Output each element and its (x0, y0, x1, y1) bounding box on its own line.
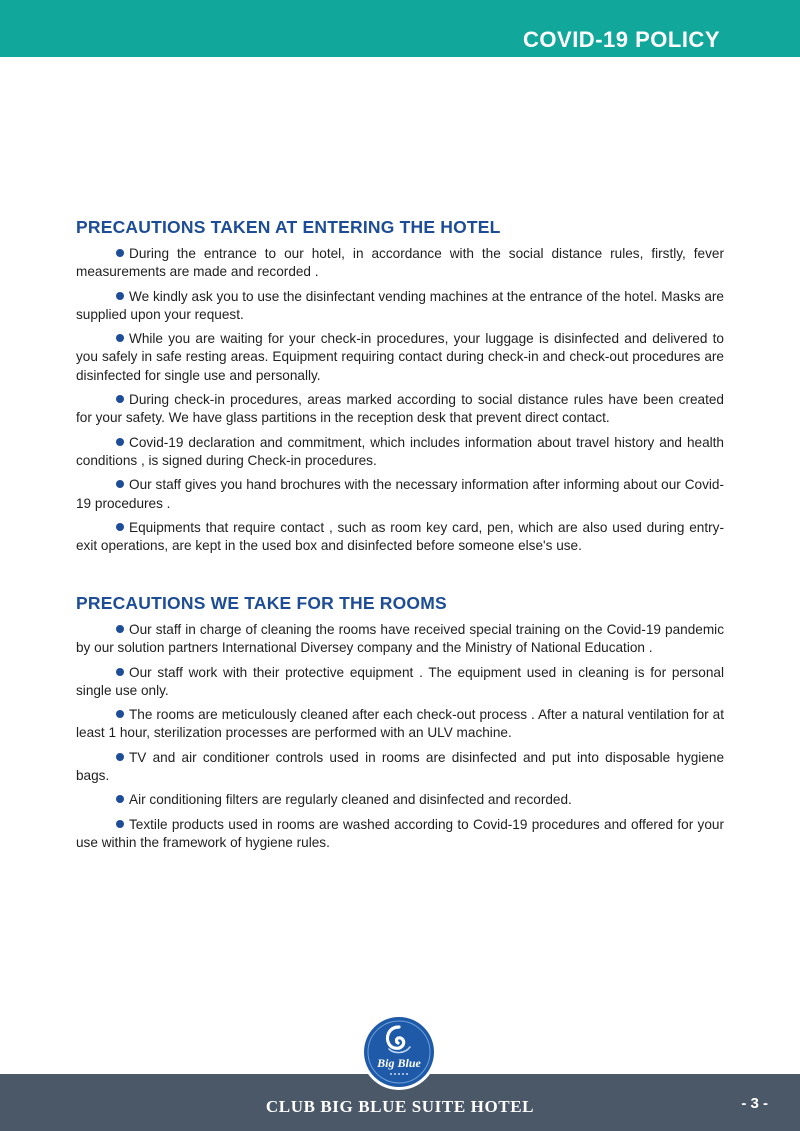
bullet-icon (116, 249, 124, 257)
list-item: Air conditioning filters are regularly cleaned and disinfected and recorded. (76, 791, 724, 809)
list-item: Our staff in charge of cleaning the rooms have received special training on the Covid-19 pandemic by our solution partners International Diversey company and the Ministry of National Education . (76, 622, 724, 656)
list-item: During check-in procedures, areas marked according to social distance rules have been created for your safety. We have glass partitions in the reception desk that prevent direct contact. (76, 392, 724, 426)
list-item: We kindly ask you to use the disinfectant vending machines at the entrance of the hotel. Masks are supplied upon your request. (76, 288, 724, 322)
list-item: Covid-19 declaration and commitment, which includes information about travel history and health conditions , is signed during Check-in procedures. (76, 434, 724, 468)
bullet-icon (116, 668, 124, 676)
bullet-icon (116, 334, 124, 342)
bullet-icon (116, 753, 124, 761)
bullet-icon (116, 438, 124, 446)
list-item: Our staff gives you hand brochures with the necessary information after informing about our Covid-19 procedures . (76, 477, 724, 511)
bullet-icon (116, 480, 124, 488)
section-heading: PRECAUTIONS TAKEN AT ENTERING THE HOTEL (76, 217, 501, 237)
bullet-icon (116, 820, 124, 828)
list-item: Our staff work with their protective equipment . The equipment used in cleaning is for personal single use only. (76, 664, 724, 698)
logo-text: Big Blue (377, 1056, 421, 1070)
list-item: TV and air conditioner controls used in rooms are disinfected and put into disposable hygiene bags. (76, 749, 724, 784)
list-item: Textile products used in rooms are washed according to Covid-19 procedures and offered for your use within the framework of hygiene rules. (76, 816, 724, 850)
bullet-icon (116, 395, 124, 403)
bullet-icon (116, 710, 124, 718)
document-title: COVID-19 POLICY (523, 27, 720, 52)
section-entering-hotel (76, 217, 724, 561)
footer-hotel-name: CLUB BIG BLUE SUITE HOTEL (265, 1097, 535, 1116)
bullet-icon (116, 795, 124, 803)
section-rooms (76, 593, 724, 858)
list-item: Equipments that require contact , such as room key card, pen, which are also used during entry-exit operations, are kept in the used box and disinfected before someone else's use. (76, 519, 724, 554)
list-item: While you are waiting for your check-in procedures, your luggage is disinfected and delivered to you safely in safe resting areas. Equipment requiring contact during check-in and check-out procedures are disinfected for single use and personally. (76, 331, 724, 383)
bullet-icon (116, 523, 124, 531)
page-number: - 3 - (741, 1095, 768, 1112)
bullet-icon (116, 292, 124, 300)
bullet-icon (116, 625, 124, 633)
hotel-logo (360, 1013, 438, 1091)
section-heading: PRECAUTIONS WE TAKE FOR THE ROOMS (76, 593, 447, 613)
list-item: During the entrance to our hotel, in accordance with the social distance rules, firstly, fever measurements are made and recorded . (76, 246, 724, 280)
list-item: The rooms are meticulously cleaned after each check-out process . After a natural ventilation for at least 1 hour, sterilization processes are performed with an ULV machine. (76, 707, 724, 741)
